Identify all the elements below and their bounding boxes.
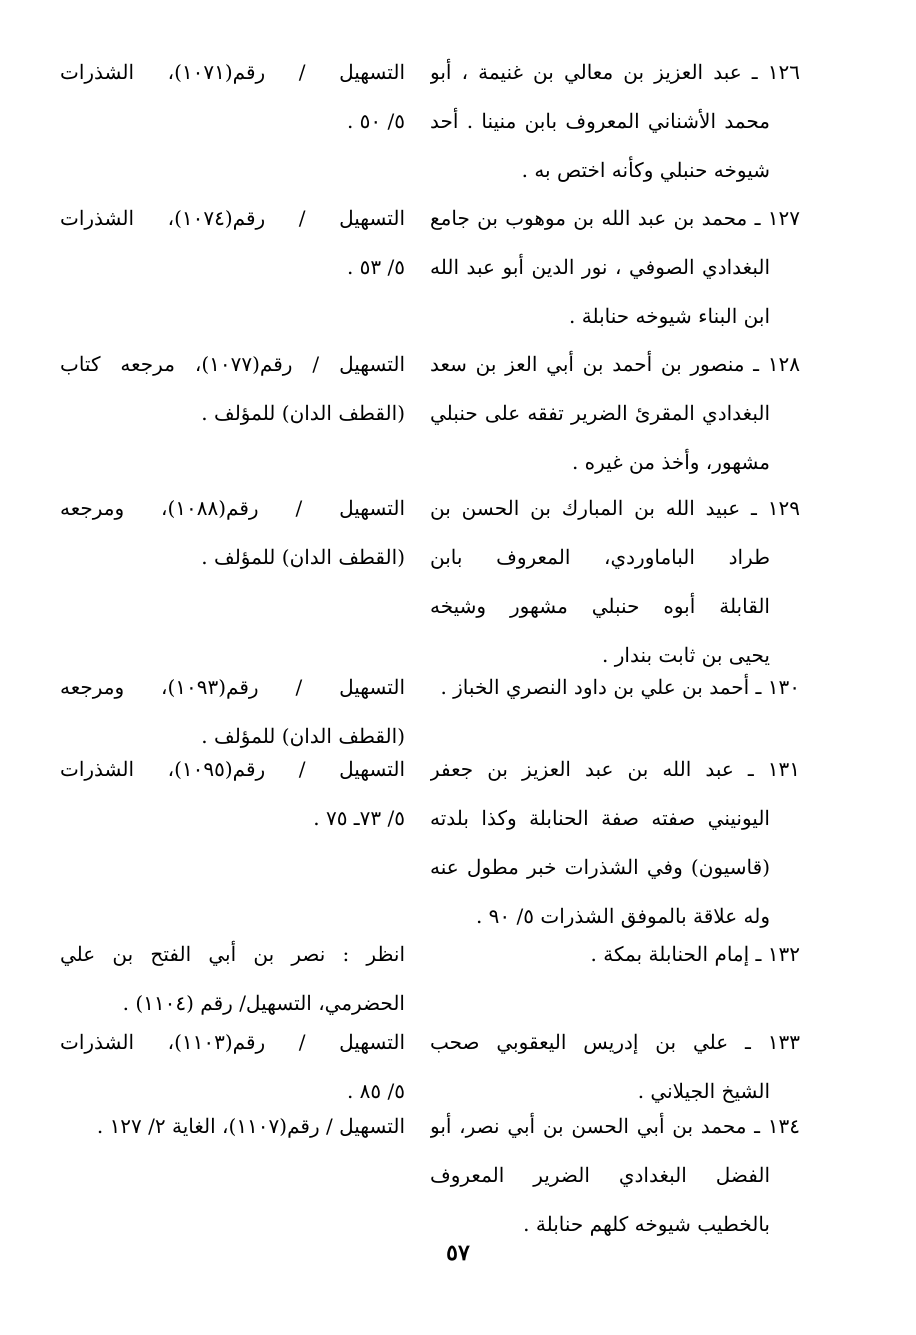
entry-line: ١٣٣ ـ علي بن إدريس اليعقوبي صحب	[430, 1030, 800, 1054]
reference-line: ٥/ ٧٣ـ ٧٥ .	[313, 806, 405, 830]
reference-line: التسهيل / رقم(١١٠٧)، الغاية ٢/ ١٢٧ .	[96, 1114, 405, 1138]
entry-line: طراد الباماوردي، المعروف بابن	[430, 545, 770, 569]
entry-line: ١٣١ ـ عبد الله بن عبد العزيز بن جعفر	[430, 757, 800, 781]
entry-line: (قاسيون) وفي الشذرات خبر مطول عنه	[430, 855, 770, 879]
entry-line: مشهور، وأخذ من غيره .	[571, 450, 770, 474]
entry-line: ١٢٧ ـ محمد بن عبد الله بن موهوب بن جامع	[430, 206, 800, 230]
entry-main-text	[430, 340, 800, 487]
reference-line: التسهيل / رقم(١٠٧١)، الشذرات	[60, 60, 405, 84]
entry-line: ١٣٠ ـ أحمد بن علي بن داود النصري الخباز .	[440, 675, 800, 699]
entry-131	[60, 745, 800, 941]
entry-reference	[60, 484, 405, 680]
entry-129	[60, 484, 800, 680]
entry-line: البغدادي المقرئ الضرير تفقه على حنبلي	[430, 401, 770, 425]
entry-line: بالخطيب شيوخه كلهم حنابلة .	[523, 1212, 770, 1236]
reference-line: ٥/ ٥٠ .	[346, 109, 405, 133]
reference-line: (القطف الدان) للمؤلف .	[201, 724, 405, 748]
entry-line: ١٣٤ ـ محمد بن أبي الحسن بن أبي نصر، أبو	[430, 1114, 800, 1138]
reference-line: التسهيل / رقم(١٠٧٧)، مرجعه كتاب	[60, 352, 405, 376]
reference-line: التسهيل / رقم(١١٠٣)، الشذرات	[60, 1030, 405, 1054]
entry-main-text	[430, 484, 800, 680]
reference-line: التسهيل / رقم(١٠٩٥)، الشذرات	[60, 757, 405, 781]
entry-line: محمد الأشناني المعروف بابن منينا . أحد	[430, 109, 770, 133]
entry-main-text	[430, 1102, 800, 1249]
reference-line: ٥/ ٨٥ .	[346, 1079, 405, 1103]
entry-line: ابن البناء شيوخه حنابلة .	[569, 304, 770, 328]
entry-main-text	[430, 930, 800, 1028]
reference-line: انظر : نصر بن أبي الفتح بن علي	[60, 942, 405, 966]
entry-line: القابلة أبوه حنبلي مشهور وشيخه	[430, 594, 770, 618]
entry-126	[60, 48, 800, 195]
entry-134	[60, 1102, 800, 1249]
entry-reference	[60, 48, 405, 195]
reference-line: ٥/ ٥٣ .	[346, 255, 405, 279]
entry-line: ١٢٩ ـ عبيد الله بن المبارك بن الحسن بن	[430, 496, 800, 520]
reference-line: التسهيل / رقم(١٠٨٨)، ومرجعه	[60, 496, 405, 520]
page-number: ٥٧	[446, 1240, 470, 1266]
reference-line: (القطف الدان) للمؤلف .	[201, 401, 405, 425]
reference-line: (القطف الدان) للمؤلف .	[201, 545, 405, 569]
reference-line: الحضرمي، التسهيل/ رقم (١١٠٤) .	[122, 991, 405, 1015]
entry-reference	[60, 930, 405, 1028]
entry-132	[60, 930, 800, 1028]
entry-line: ١٢٨ ـ منصور بن أحمد بن أبي العز بن سعد	[430, 352, 800, 376]
entry-line: ١٣٢ ـ إمام الحنابلة بمكة .	[590, 942, 800, 966]
entry-127	[60, 194, 800, 341]
reference-line: التسهيل / رقم(١٠٩٣)، ومرجعه	[60, 675, 405, 699]
entry-line: شيوخه حنبلي وكأنه اختص به .	[521, 158, 770, 182]
entry-reference	[60, 194, 405, 341]
reference-line: التسهيل / رقم(١٠٧٤)، الشذرات	[60, 206, 405, 230]
entry-line: وله علاقة بالموفق الشذرات ٥/ ٩٠ .	[475, 904, 770, 928]
entry-line: البغدادي الصوفي ، نور الدين أبو عبد الله	[430, 255, 770, 279]
entry-line: يحيى بن ثابت بندار .	[602, 643, 770, 667]
entry-line: الشيخ الجيلاني .	[637, 1079, 770, 1103]
entry-128	[60, 340, 800, 487]
entry-main-text	[430, 48, 800, 195]
entry-main-text	[430, 745, 800, 941]
entry-reference	[60, 340, 405, 487]
entry-line: الفضل البغدادي الضرير المعروف	[430, 1163, 770, 1187]
entry-reference	[60, 1102, 405, 1249]
entry-main-text	[430, 194, 800, 341]
entry-line: ١٢٦ ـ عبد العزيز بن معالي بن غنيمة ، أبو	[430, 60, 800, 84]
entry-reference	[60, 745, 405, 941]
entry-line: اليونيني صفته صفة الحنابلة وكذا بلدته	[430, 806, 770, 830]
